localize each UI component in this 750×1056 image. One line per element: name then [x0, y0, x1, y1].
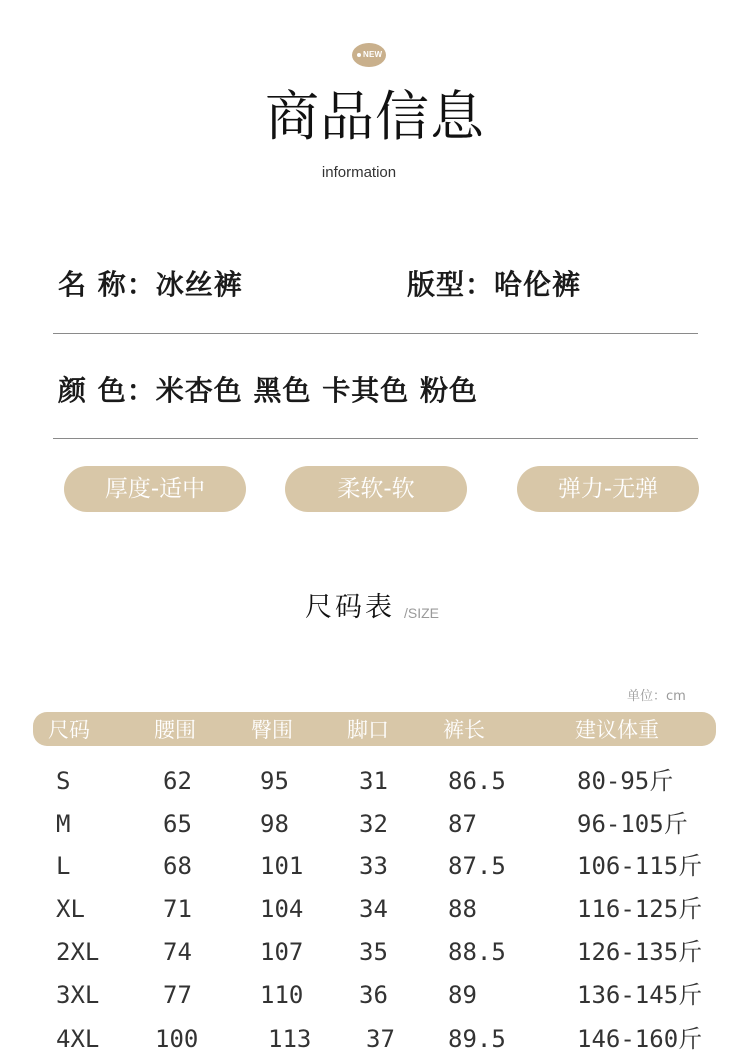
cell-waist: 100 [155, 1025, 199, 1053]
page-subtitle: information [321, 164, 397, 181]
cell-waist: 68 [163, 852, 192, 880]
product-style: 版型：哈伦裤 [407, 268, 582, 301]
cell-hem: 33 [359, 852, 388, 880]
page-title: 商品信息 [265, 85, 485, 148]
cell-hem: 35 [359, 938, 388, 966]
cell-weight: 136-145斤 [577, 981, 703, 1009]
cell-hip: 107 [260, 938, 304, 966]
divider [53, 438, 698, 439]
col-header-hip: 臀围 [251, 718, 293, 742]
cell-size: 2XL [56, 938, 100, 966]
product-name: 名 称：冰丝裤 [58, 268, 243, 301]
cell-length: 89 [448, 981, 477, 1009]
feature-pill-thickness: 厚度-适中 [64, 466, 246, 512]
col-header-waist: 腰围 [154, 718, 196, 742]
cell-size: 3XL [56, 981, 100, 1009]
divider [53, 333, 698, 334]
cell-size: 4XL [56, 1025, 100, 1053]
cell-length: 89.5 [448, 1025, 506, 1053]
cell-size: L [56, 852, 71, 880]
cell-length: 87 [448, 810, 477, 838]
cell-waist: 65 [163, 810, 192, 838]
cell-weight: 96-105斤 [577, 810, 688, 838]
feature-pill-softness: 柔软-软 [285, 466, 467, 512]
cell-hem: 31 [359, 767, 388, 795]
new-badge [352, 43, 386, 67]
cell-hem: 37 [366, 1025, 395, 1053]
cell-waist: 71 [163, 895, 192, 923]
cell-hip: 104 [260, 895, 304, 923]
cell-waist: 62 [163, 767, 192, 795]
cell-hem: 32 [359, 810, 388, 838]
cell-size: M [56, 810, 71, 838]
badge-label: NEW [363, 50, 383, 59]
cell-weight: 146-160斤 [577, 1025, 703, 1053]
cell-hip: 110 [260, 981, 304, 1009]
cell-weight: 126-135斤 [577, 938, 703, 966]
cell-waist: 74 [163, 938, 192, 966]
cell-size: S [56, 767, 71, 795]
cell-waist: 77 [163, 981, 192, 1009]
product-colors: 颜 色：米杏色 黑色 卡其色 粉色 [58, 374, 478, 407]
cell-size: XL [56, 895, 85, 923]
feature-pill-elasticity: 弹力-无弹 [517, 466, 699, 512]
col-header-length: 裤长 [443, 718, 485, 742]
cell-weight: 116-125斤 [577, 895, 703, 923]
cell-length: 86.5 [448, 767, 506, 795]
cell-length: 87.5 [448, 852, 506, 880]
cell-hem: 34 [359, 895, 388, 923]
cell-hem: 36 [359, 981, 388, 1009]
cell-length: 88 [448, 895, 477, 923]
col-header-hem: 脚口 [347, 718, 389, 742]
cell-weight: 80-95斤 [577, 767, 674, 795]
cell-hip: 101 [260, 852, 304, 880]
col-header-weight: 建议体重 [575, 718, 659, 742]
unit-label: 单位：cm [627, 689, 686, 704]
cell-weight: 106-115斤 [577, 852, 703, 880]
size-chart-title: 尺码表 [305, 592, 395, 623]
cell-hip: 95 [260, 767, 289, 795]
size-chart-subtitle: /SIZE [404, 605, 440, 621]
cell-hip: 98 [260, 810, 289, 838]
badge-dot-icon [357, 53, 361, 57]
cell-hip: 113 [268, 1025, 312, 1053]
col-header-size: 尺码 [48, 718, 90, 742]
cell-length: 88.5 [448, 938, 506, 966]
